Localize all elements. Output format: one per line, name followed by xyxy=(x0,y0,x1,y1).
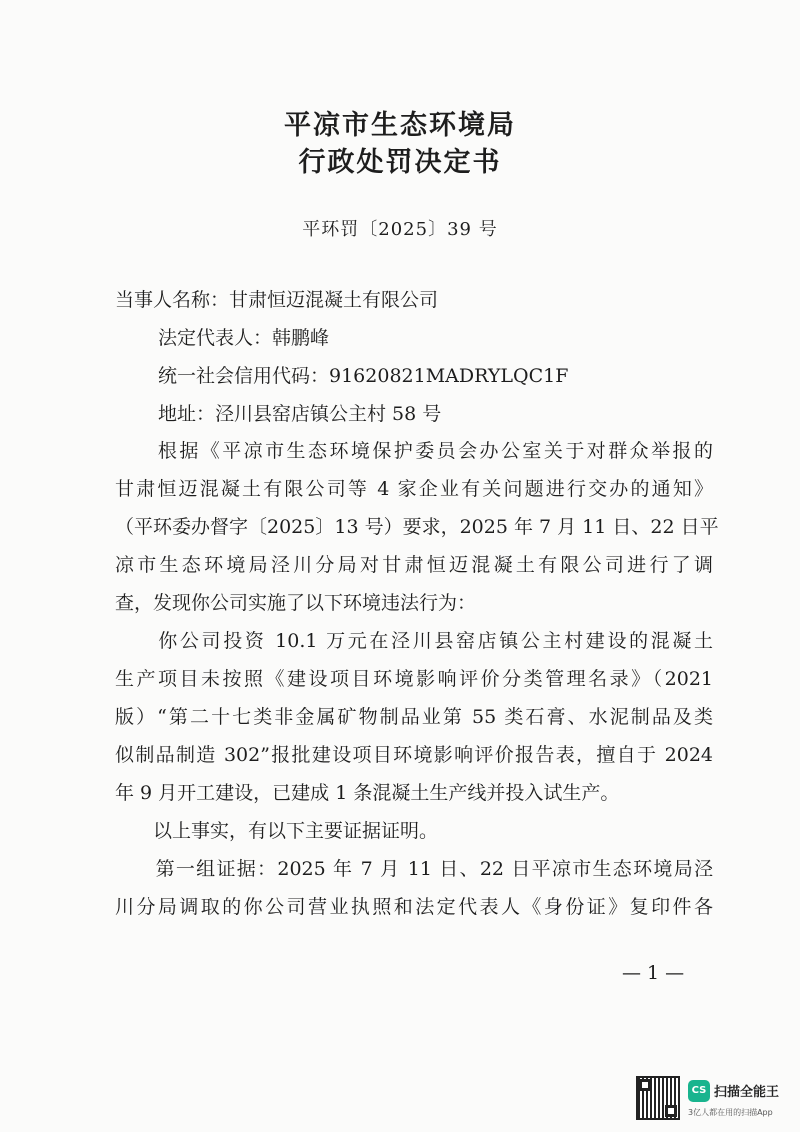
watermark-app-name: 扫描全能王 xyxy=(714,1085,780,1100)
party-address: 地址：泾川县窑店镇公主村 58 号 xyxy=(158,403,442,425)
qr-code-icon xyxy=(636,1076,680,1120)
body-line: 年 9 月开工建设，已建成 1 条混凝土生产线并投入试生产。 xyxy=(115,782,620,804)
body-line: 版）“第二十七类非金属矿物制品业第 55 类石膏、水泥制品及类 xyxy=(115,706,713,728)
document-title-line2: 行政处罚决定书 xyxy=(298,147,502,178)
document-number: 平环罚〔2025〕39 号 xyxy=(302,219,498,240)
body-line: 甘肃恒迈混凝土有限公司等 4 家企业有关问题进行交办的通知》 xyxy=(115,478,713,500)
body-line: 第一组证据：2025 年 7 月 11 日、22 日平凉市生态环境局泾 xyxy=(115,858,713,880)
page-number: — 1 — xyxy=(622,962,685,984)
body-line: （平环委办督字〔2025〕13 号）要求，2025 年 7 月 11 日、22 日平 xyxy=(115,516,719,538)
body-line: 生产项目未按照《建设项目环境影响评价分类管理名录》（2021 xyxy=(115,668,713,690)
document-body xyxy=(115,432,719,926)
body-line: 你公司投资 10.1 万元在泾川县窑店镇公主村建设的混凝土 xyxy=(115,630,713,652)
body-line: 根据《平凉市生态环境保护委员会办公室关于对群众举报的 xyxy=(115,440,713,462)
party-name: 当事人名称：甘肃恒迈混凝土有限公司 xyxy=(115,289,439,311)
party-credit-code: 统一社会信用代码：91620821MADRYLQC1F xyxy=(158,365,569,387)
watermark-tagline: 3亿人都在用的扫描App xyxy=(688,1108,773,1117)
document-title-line1: 平凉市生态环境局 xyxy=(284,110,516,141)
body-line: 似制品制造 302”报批建设项目环境影响评价报告表，擅自于 2024 xyxy=(115,744,713,766)
body-line: 以上事实，有以下主要证据证明。 xyxy=(115,820,439,842)
body-line: 川分局调取的你公司营业执照和法定代表人《身份证》复印件各 xyxy=(115,896,713,918)
camscanner-logo-icon: CS xyxy=(688,1080,710,1102)
body-line: 查，发现你公司实施了以下环境违法行为： xyxy=(115,592,477,614)
party-legal-rep: 法定代表人：韩鹏峰 xyxy=(158,327,330,349)
body-line: 凉市生态环境局泾川分局对甘肃恒迈混凝土有限公司进行了调 xyxy=(115,554,713,576)
scanner-watermark xyxy=(636,1076,786,1122)
